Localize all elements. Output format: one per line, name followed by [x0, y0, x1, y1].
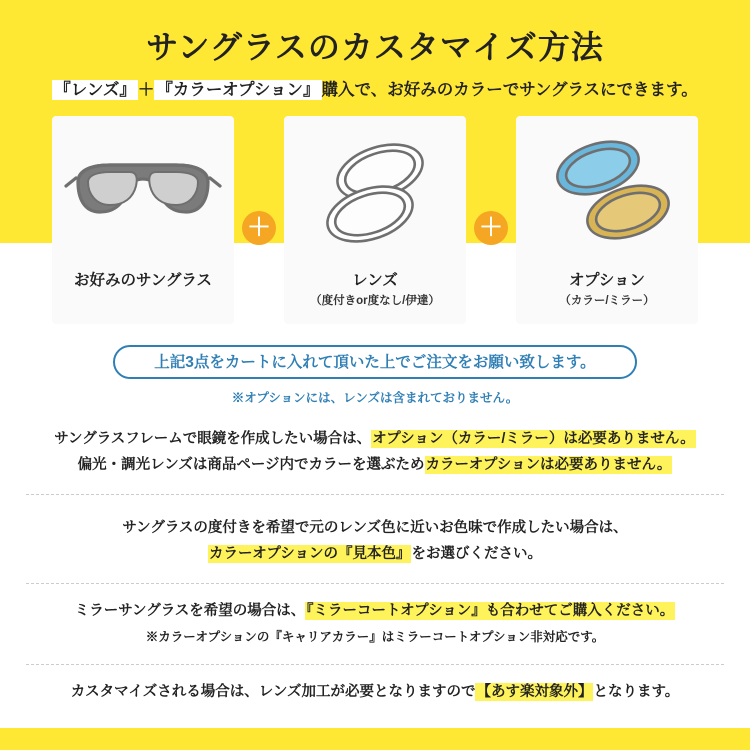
line-highlight: カラーオプションは必要ありません。 — [425, 457, 672, 473]
card-color-options — [516, 116, 698, 324]
info-line-note — [0, 624, 750, 650]
line-text: となります。 — [593, 684, 680, 700]
card-sub: （カラー/ミラー） — [559, 295, 655, 307]
sunglasses-icon — [52, 132, 234, 252]
line-text: ※カラーオプションの『キャリアカラー』はミラーコートオプション非対応です。 — [145, 630, 605, 644]
page-title: サングラスのカスタマイズ方法 — [146, 29, 604, 65]
cart-notice: 上記3点をカートに入れて頂いた上でご注文をお願い致します。 — [113, 345, 637, 379]
line-highlight: オプション（カラー/ミラー）は必要ありません。 — [372, 431, 695, 447]
plus-icon-1: ＋ — [242, 211, 276, 245]
card-sunglasses — [52, 116, 234, 324]
line-text: サングラスの度付きを希望で元のレンズ色に近いお色味で作成したい場合は、 — [122, 520, 628, 536]
line-text: サングラスフレームで眼鏡を作成したい場合は、 — [54, 431, 372, 447]
subtitle-part-tail: 購入で、お好みのカラーでサングラスにできます。 — [321, 81, 698, 99]
divider — [26, 583, 724, 584]
divider — [26, 664, 724, 665]
card-label: レンズ — [352, 272, 398, 289]
card-label: オプション — [568, 272, 646, 289]
card-label: お好みのサングラス — [74, 272, 212, 289]
line-highlight: 【あす楽対象外】 — [476, 684, 593, 700]
cart-notice-sub: ※オプションには、レンズは含まれておりません。 — [231, 391, 519, 405]
info-line — [0, 426, 750, 452]
card-lenses — [284, 116, 466, 324]
info-block-2 — [0, 515, 750, 567]
info-line — [0, 452, 750, 478]
line-text: ミラーサングラスを希望の場合は、 — [74, 603, 306, 619]
line-highlight: カラーオプションの『見本色』 — [209, 546, 411, 562]
page-subtitle — [0, 76, 750, 100]
line-text: 偏光・調光レンズは商品ページ内でカラーを選ぶため — [77, 457, 425, 473]
info-line — [0, 598, 750, 624]
info-block-3 — [0, 598, 750, 650]
divider — [26, 494, 724, 495]
info-line — [0, 679, 750, 705]
line-text: をお選びください。 — [411, 546, 542, 562]
info-block-1 — [0, 426, 750, 478]
subtitle-part-color-option: 『カラーオプション』 — [156, 81, 320, 99]
plus-icon-2: ＋ — [474, 211, 508, 245]
cards-row — [52, 116, 698, 324]
lenses-icon — [284, 132, 466, 252]
info-line — [0, 515, 750, 541]
info-block-4 — [0, 679, 750, 705]
color-options-icon — [516, 132, 698, 252]
subtitle-part-plus: ＋ — [137, 81, 155, 99]
subtitle-part-lens: 『レンズ』 — [54, 81, 136, 99]
footer-yellow-band — [0, 728, 750, 750]
info-line — [0, 541, 750, 567]
line-text: カスタマイズされる場合は、レンズ加工が必要となりますので — [70, 684, 476, 700]
line-highlight: 『ミラーコートオプション』も合わせてご購入ください。 — [306, 603, 675, 619]
card-sub: （度付きor度なし/伊達） — [310, 295, 440, 307]
